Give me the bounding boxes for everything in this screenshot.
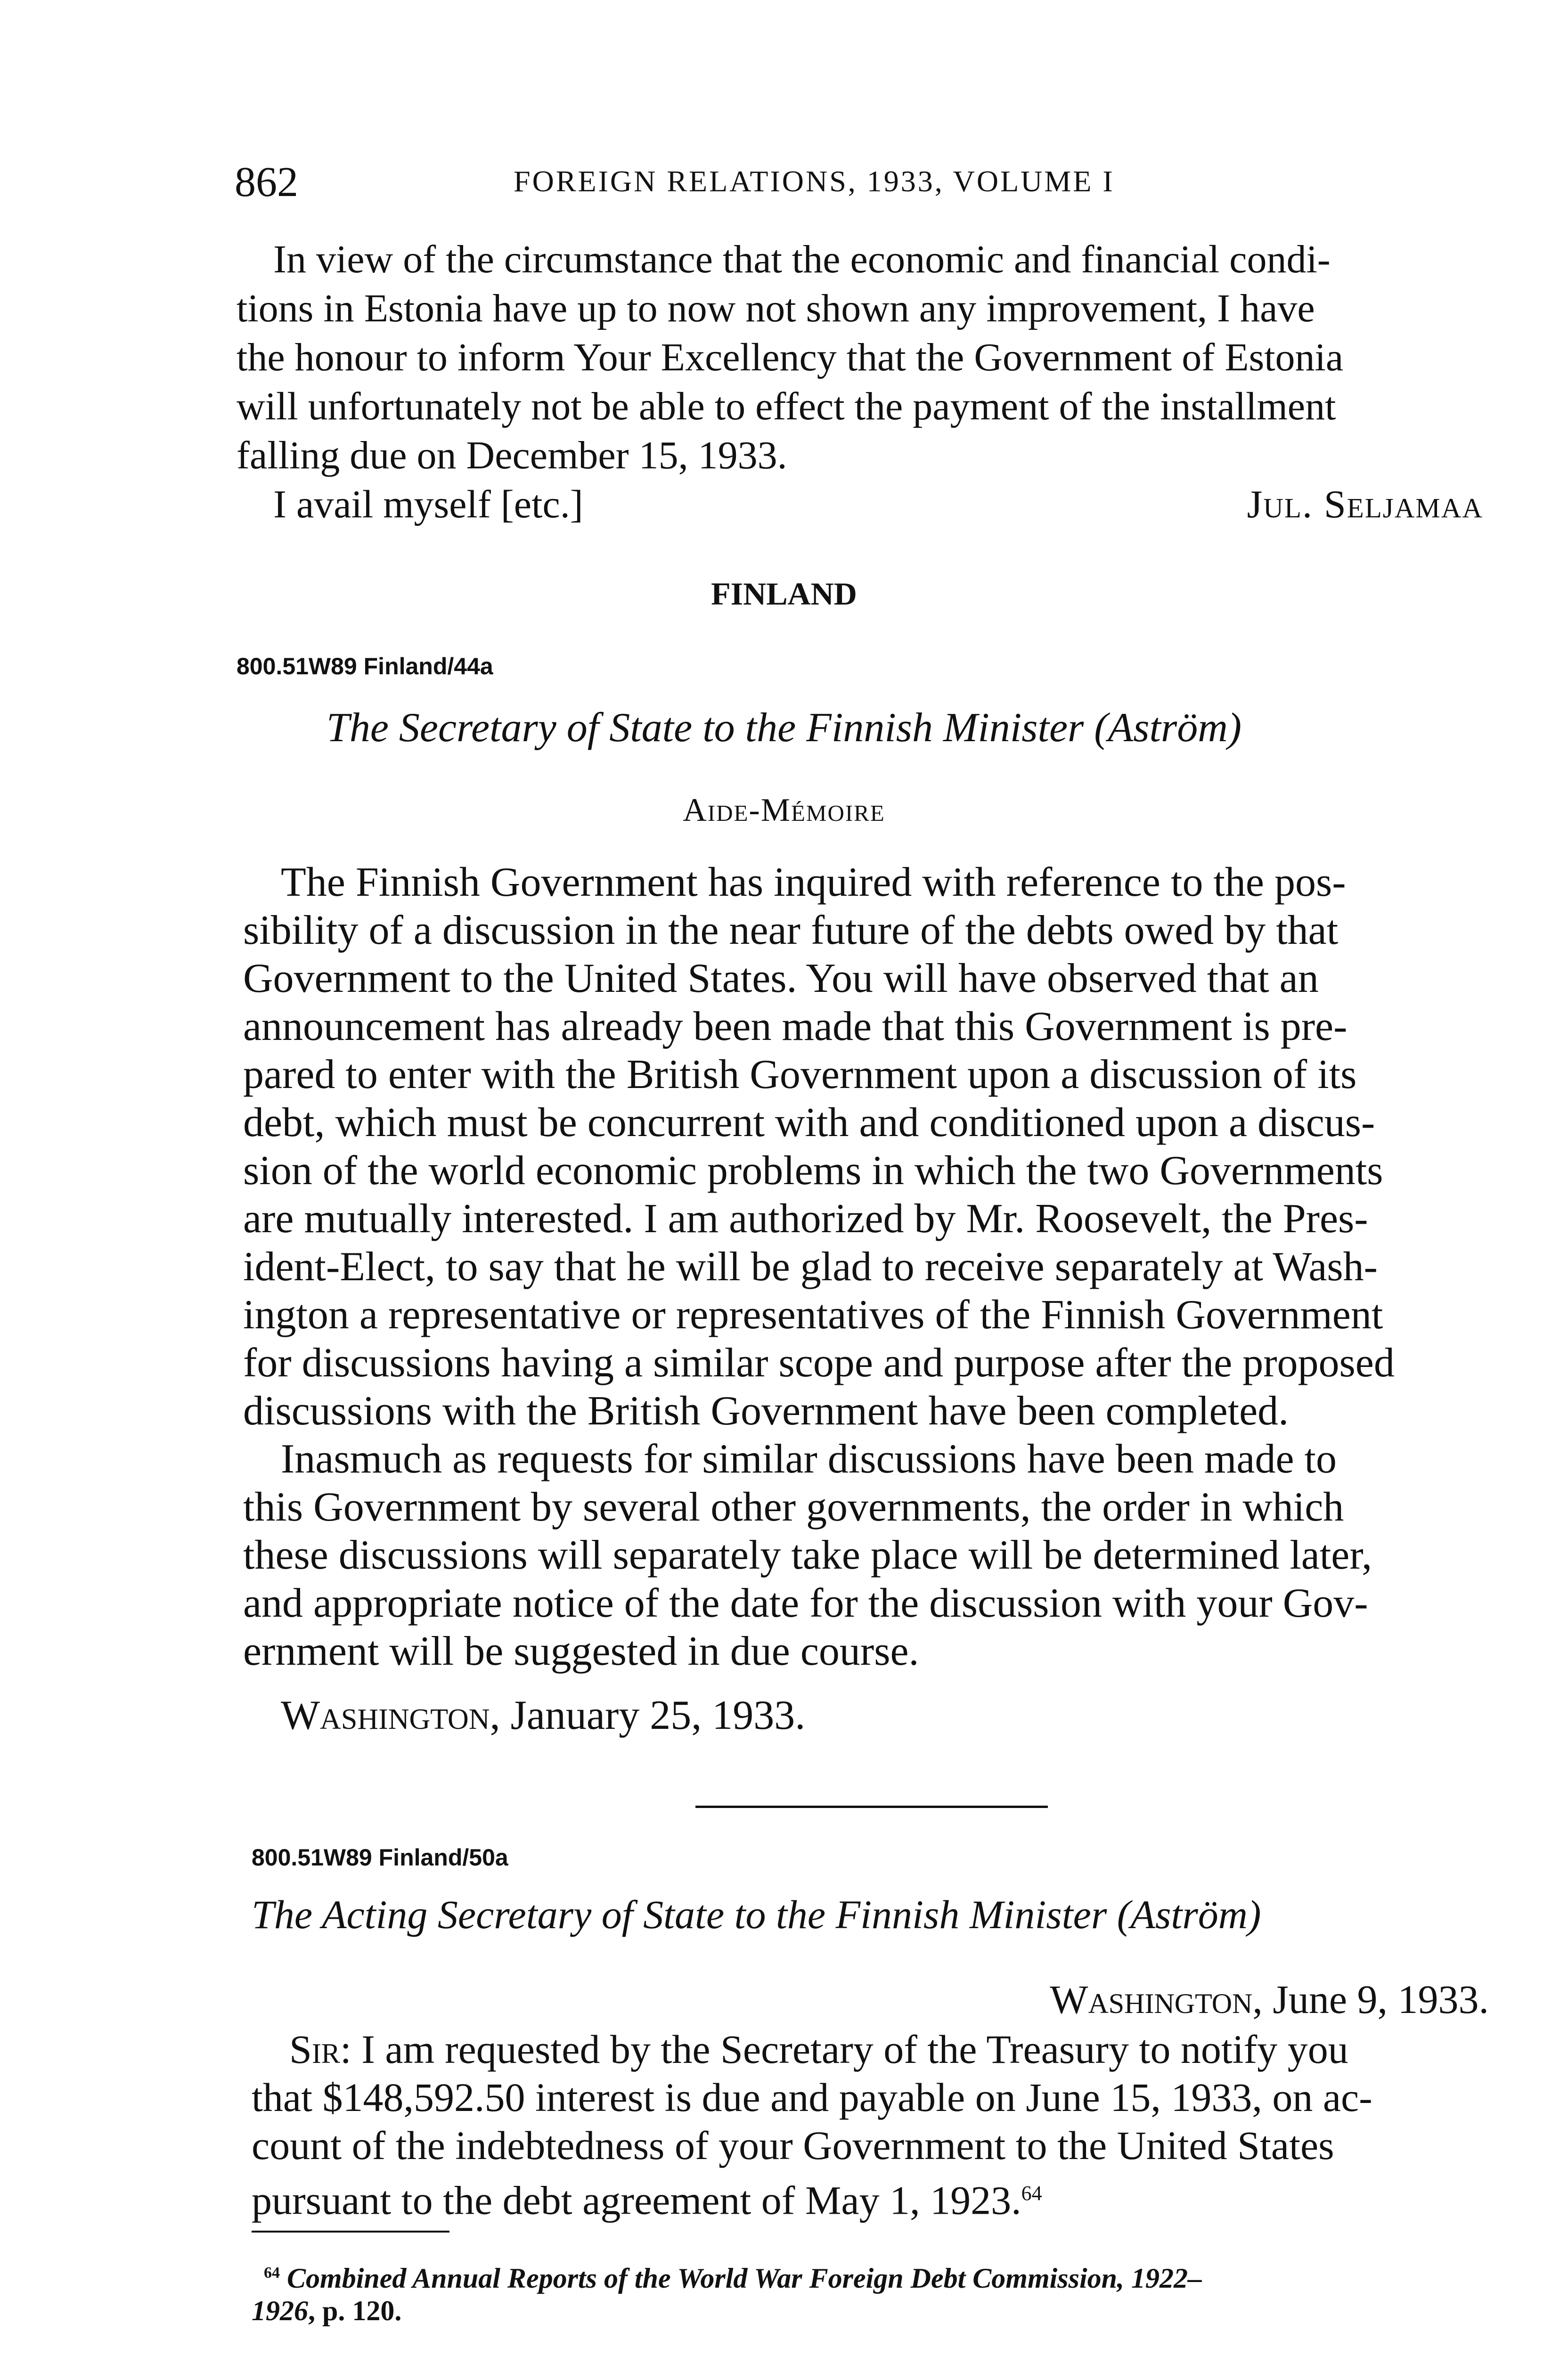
running-title: FOREIGN RELATIONS, 1933, VOLUME I bbox=[514, 164, 1115, 198]
footnote-reference[interactable]: 64 bbox=[1021, 2182, 1042, 2205]
dateline-place: Washington bbox=[1050, 1977, 1253, 2022]
document-subtitle: Aide-Mémoire bbox=[683, 792, 885, 828]
dateline-date: , June 9, 1933. bbox=[1252, 1977, 1489, 2022]
text-line: that $148,592.50 interest is due and payable on June 15, 1933, on ac- bbox=[252, 2075, 1372, 2120]
text-line: for discussions having a similar scope and purpose after the proposed bbox=[243, 1340, 1395, 1386]
dateline bbox=[1050, 1975, 1489, 2023]
text-line: announcement has already been made that this Government is pre- bbox=[243, 1004, 1348, 1049]
file-number: 800.51W89 Finland/50a bbox=[252, 1844, 508, 1871]
text-line: count of the indebtedness of your Government to the United States bbox=[252, 2123, 1334, 2168]
text-line: will unfortunately not be able to effect the payment of the installment bbox=[237, 384, 1336, 428]
salutation: Sir bbox=[289, 2027, 340, 2072]
text-line: and appropriate notice of the date for the discussion with your Gov- bbox=[243, 1580, 1368, 1626]
text-line: are mutually interested. I am authorized by Mr. Roosevelt, the Pres- bbox=[243, 1196, 1368, 1242]
text-line: ernment will be suggested in due course. bbox=[243, 1628, 919, 1674]
text-line: The Finnish Government has inquired with reference to the pos- bbox=[281, 859, 1346, 905]
text-line: Sir: I am requested by the Secretary of the Treasury to notify you bbox=[289, 2027, 1348, 2072]
text-line: sibility of a discussion in the near future of the debts owed by that bbox=[243, 908, 1339, 953]
text-line: Inasmuch as requests for similar discussions have been made to bbox=[281, 1436, 1337, 1482]
signature: Jul. Seljamaa bbox=[1247, 483, 1483, 526]
footnote-rule bbox=[252, 2231, 449, 2233]
text-line: pared to enter with the British Government upon a discussion of its bbox=[243, 1052, 1357, 1097]
document-heading: The Secretary of State to the Finnish Minister (Aström) bbox=[326, 705, 1242, 751]
dateline-date: , January 25, 1933. bbox=[490, 1693, 806, 1738]
text-line: pursuant to the debt agreement of May 1, 1923.64 bbox=[252, 2177, 1042, 2223]
closing: I avail myself [etc.] bbox=[273, 483, 583, 526]
text-line: these discussions will separately take place will be determined later, bbox=[243, 1532, 1372, 1578]
section-title: FINLAND bbox=[711, 576, 857, 612]
dateline bbox=[281, 1692, 805, 1740]
file-number: 800.51W89 Finland/44a bbox=[237, 653, 493, 679]
footnote-line: $^{64}$ Combined Annual Reports of the World War Foreign Debt Commission, 1922– bbox=[264, 2263, 1202, 2294]
text-line: tions in Estonia have up to now not shown any improvement, I have bbox=[237, 286, 1315, 330]
text-line: debt, which must be concurrent with and conditioned upon a discus- bbox=[243, 1100, 1375, 1145]
footnote-line: 1926, p. 120. bbox=[252, 2295, 402, 2326]
text-line: sion of the world economic problems in which the two Governments bbox=[243, 1148, 1383, 1194]
dateline-place: Washington bbox=[281, 1693, 490, 1738]
footnote-marker: 64 bbox=[264, 2264, 280, 2282]
text-line: In view of the circumstance that the economic and financial condi- bbox=[273, 237, 1331, 281]
separator-rule bbox=[695, 1806, 1048, 1808]
text-line: Government to the United States. You will have observed that an bbox=[243, 956, 1319, 1001]
text-line: ington a representative or representatives of the Finnish Government bbox=[243, 1292, 1383, 1338]
text-line: falling due on December 15, 1933. bbox=[237, 434, 787, 477]
text-line: this Government by several other governments, the order in which bbox=[243, 1484, 1344, 1530]
page-number: 862 bbox=[235, 159, 298, 205]
document-heading: The Acting Secretary of State to the Finnish Minister (Aström) bbox=[252, 1892, 1261, 1937]
text-line: discussions with the British Government have been completed. bbox=[243, 1388, 1289, 1434]
text-line: the honour to inform Your Excellency that the Government of Estonia bbox=[237, 335, 1344, 379]
text-line: ident-Elect, to say that he will be glad to receive separately at Wash- bbox=[243, 1244, 1378, 1290]
